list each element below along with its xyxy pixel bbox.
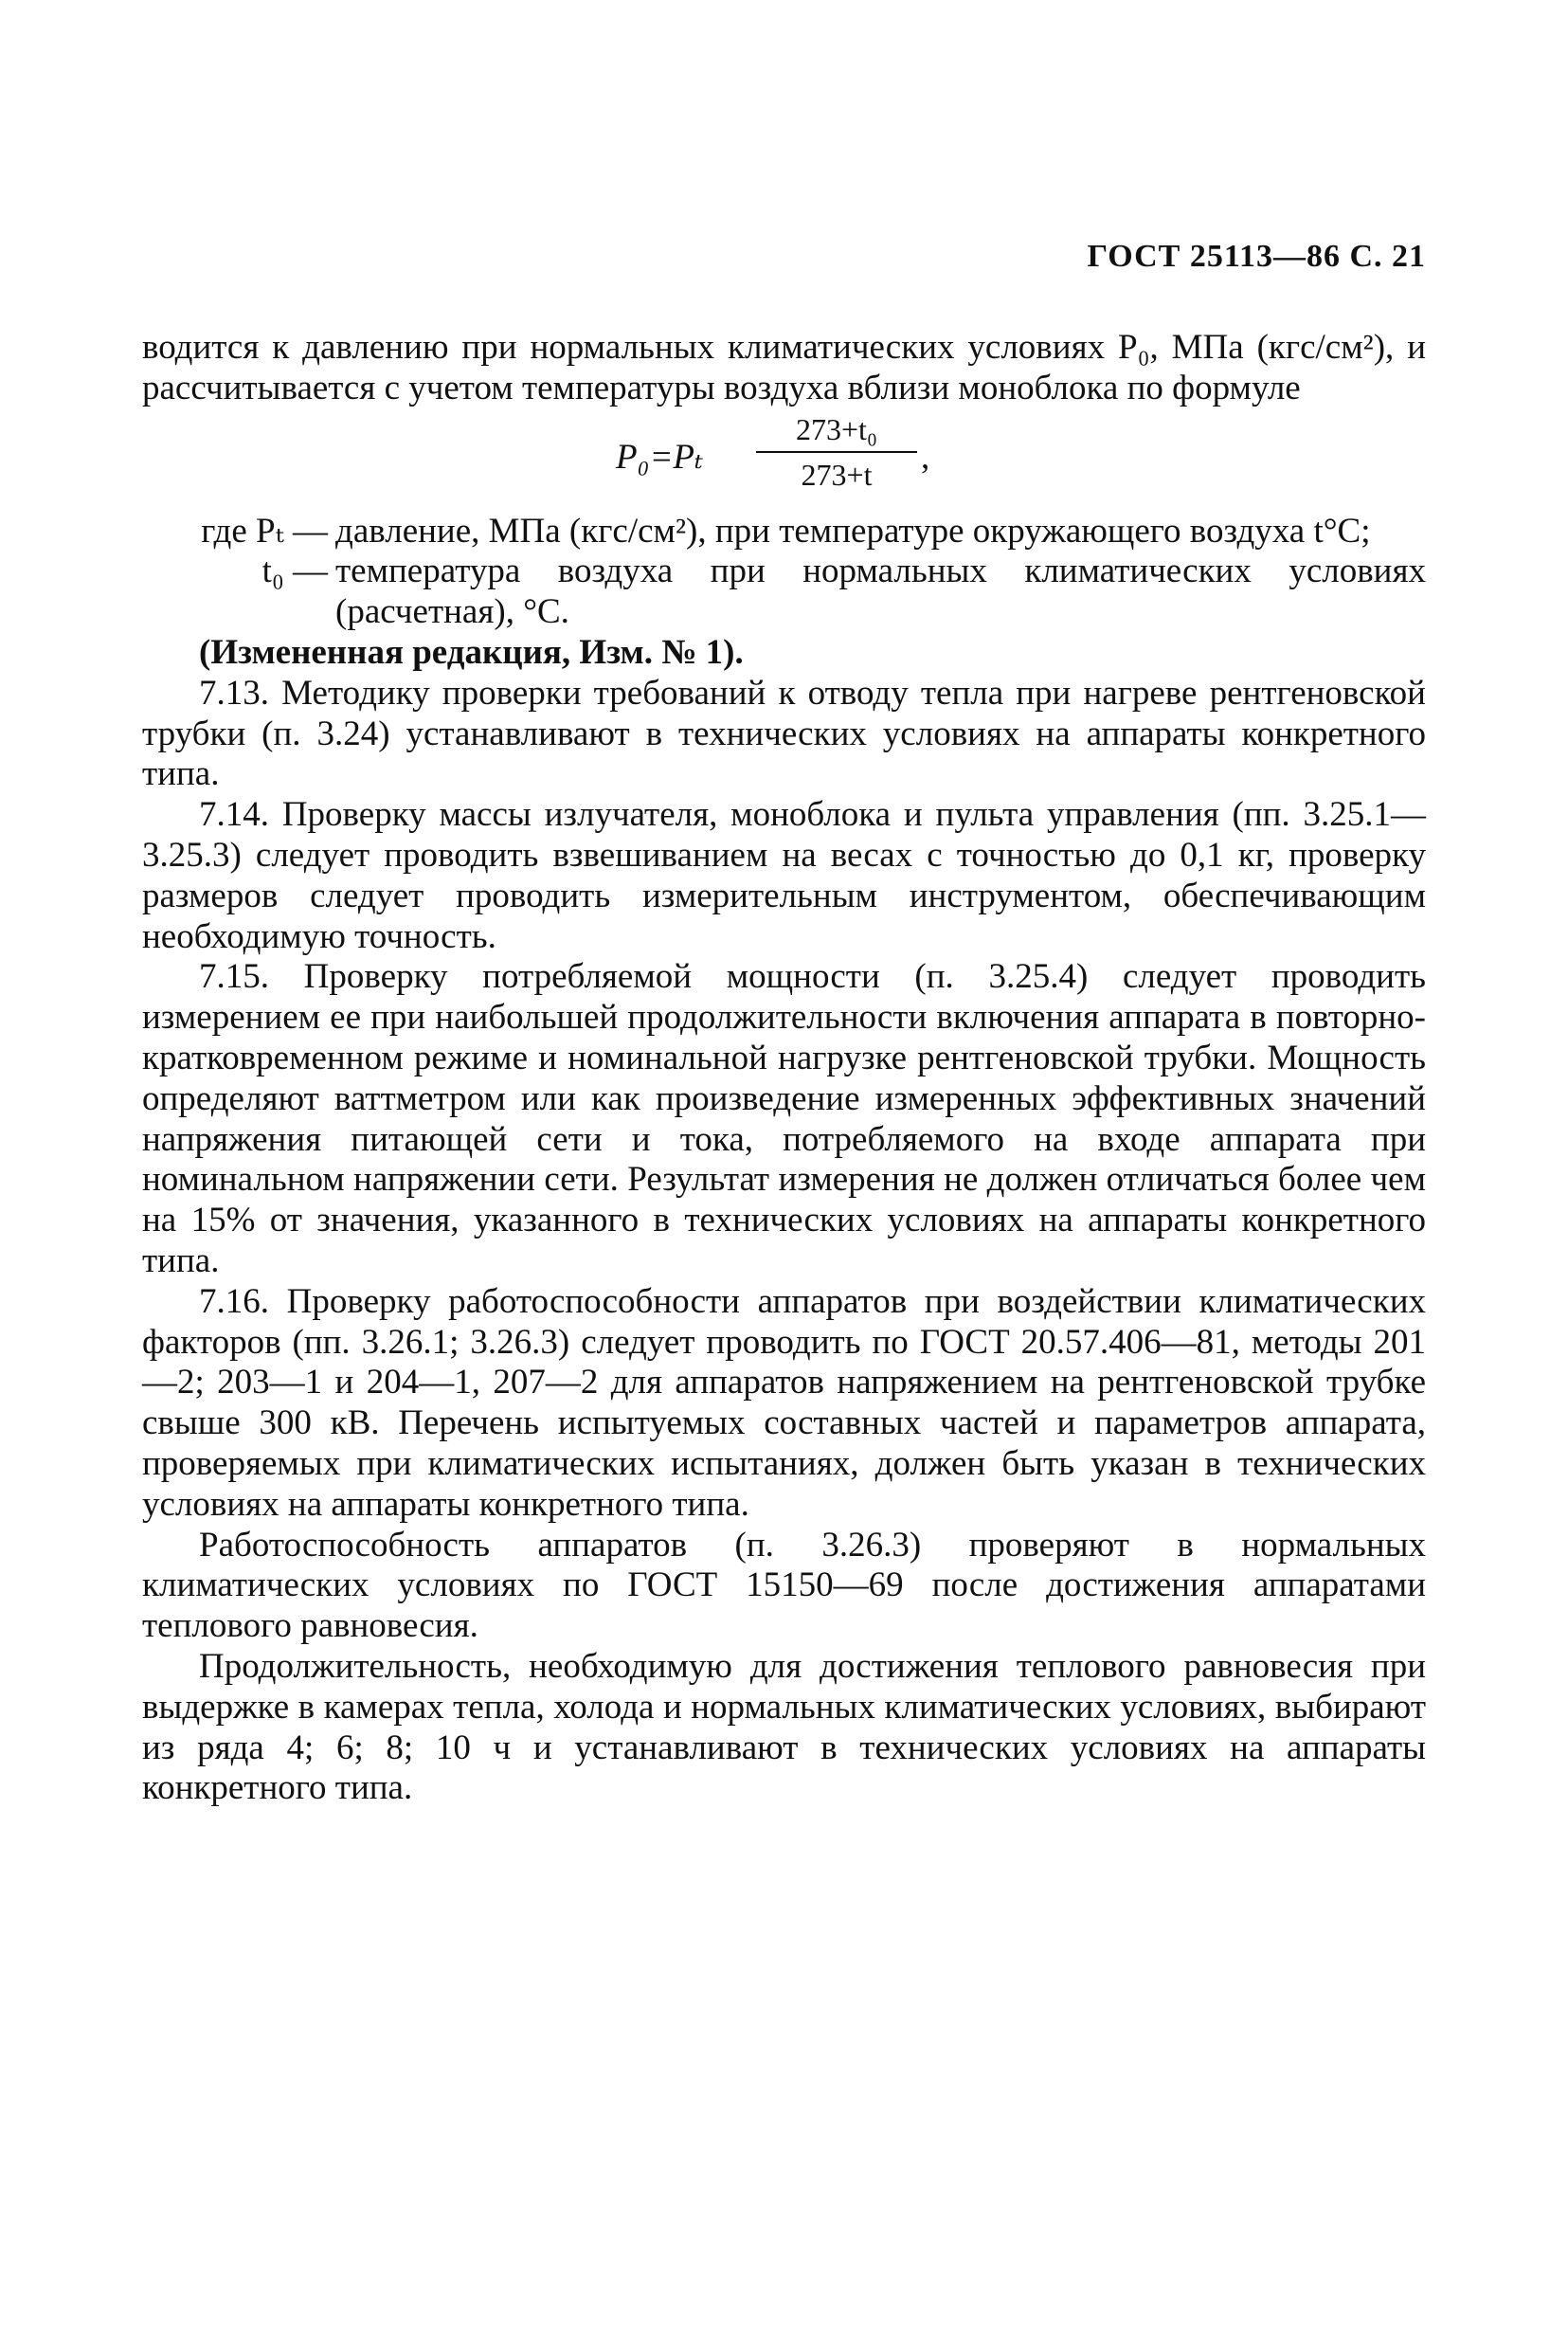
paragraph-7-15: 7.15. Проверку потребляемой мощности (п. 3.25.4) следует проводить измерением ее при наибольшей продолжительности включения аппарата в повторно-кратковременном режиме и номинальной нагрузке рентгеновской трубки. Мощность определяют ваттметром или как произведение измеренных эффективных значений напряжения питающей сети и тока, потребляемого на входе аппарата при номинальном напряжении сети. Результат измерения не должен отличаться более чем на 15% от значения, указанного в технических условиях на аппараты конкретного типа. bbox=[142, 957, 1426, 1280]
intro-paragraph: водится к давлению при нормальных климатических условиях P₀, МПа (кгс/см²), и рассчитывается с учетом температуры воздуха вблизи моноблока по формуле bbox=[142, 328, 1426, 407]
paragraph-7-14: 7.14. Проверку массы излучателя, моноблока и пульта управления (пп. 3.25.1—3.25.3) следует проводить взвешиванием на весах с точностью до 0,1 кг, проверку размеров следует проводить измерительным инструментом, обеспечивающим необходимую точность. bbox=[142, 795, 1426, 956]
formula-denominator: 273+t bbox=[801, 458, 873, 493]
where-list bbox=[142, 512, 1426, 633]
formula bbox=[142, 409, 1426, 512]
paragraph-duration: Продолжительность, необходимую для достижения теплового равновесия при выдержке в камерах тепла, холода и нормальных климатических условиях, выбирают из ряда 4; 6; 8; 10 ч и устанавливают в технических условиях на аппараты конкретного типа. bbox=[142, 1646, 1426, 1808]
formula-numerator: 273+t₀ bbox=[756, 409, 917, 454]
page-header: ГОСТ 25113—86 С. 21 bbox=[1087, 239, 1426, 274]
paragraph-7-16: 7.16. Проверку работоспособности аппаратов при воздействии климатических факторов (пп. 3.26.1; 3.26.3) следует проводить по ГОСТ 20.57.406—81, методы 201—2; 203—1 и 204—1, 207—2 для аппаратов напряжением на рентгеновской трубке свыше 300 кВ. Перечень испытуемых составных частей и параметров аппарата, проверяемых при климатических испытаниях, должен быть указан в технических условиях на аппараты конкретного типа. bbox=[142, 1281, 1426, 1524]
where-symbol: t₀ — bbox=[261, 552, 328, 591]
body-text bbox=[142, 328, 1426, 1809]
where-description: температура воздуха при нормальных климатических условиях (расчетная), °С. bbox=[335, 552, 1426, 632]
where-symbol: где Pₜ — bbox=[201, 511, 328, 551]
paragraph-7-13: 7.13. Методику проверки требований к отводу тепла при нагреве рентгеновской трубки (п. 3.24) устанавливают в технических условиях на аппараты конкретного типа. bbox=[142, 673, 1426, 794]
amendment-note: (Измененная редакция, Изм. № 1). bbox=[199, 632, 744, 672]
formula-fraction bbox=[756, 409, 917, 497]
where-description: давление, МПа (кгс/см²), при температуре окружающего воздуха t°С; bbox=[335, 511, 1371, 551]
formula-lhs: P₀=Pₜ bbox=[616, 437, 704, 477]
formula-tail: , bbox=[921, 437, 930, 477]
paragraph-operability: Работоспособность аппаратов (п. 3.26.3) проверяют в нормальных климатических условиях по ГОСТ 15150—69 после достижения аппаратами теплового равновесия. bbox=[142, 1525, 1426, 1646]
